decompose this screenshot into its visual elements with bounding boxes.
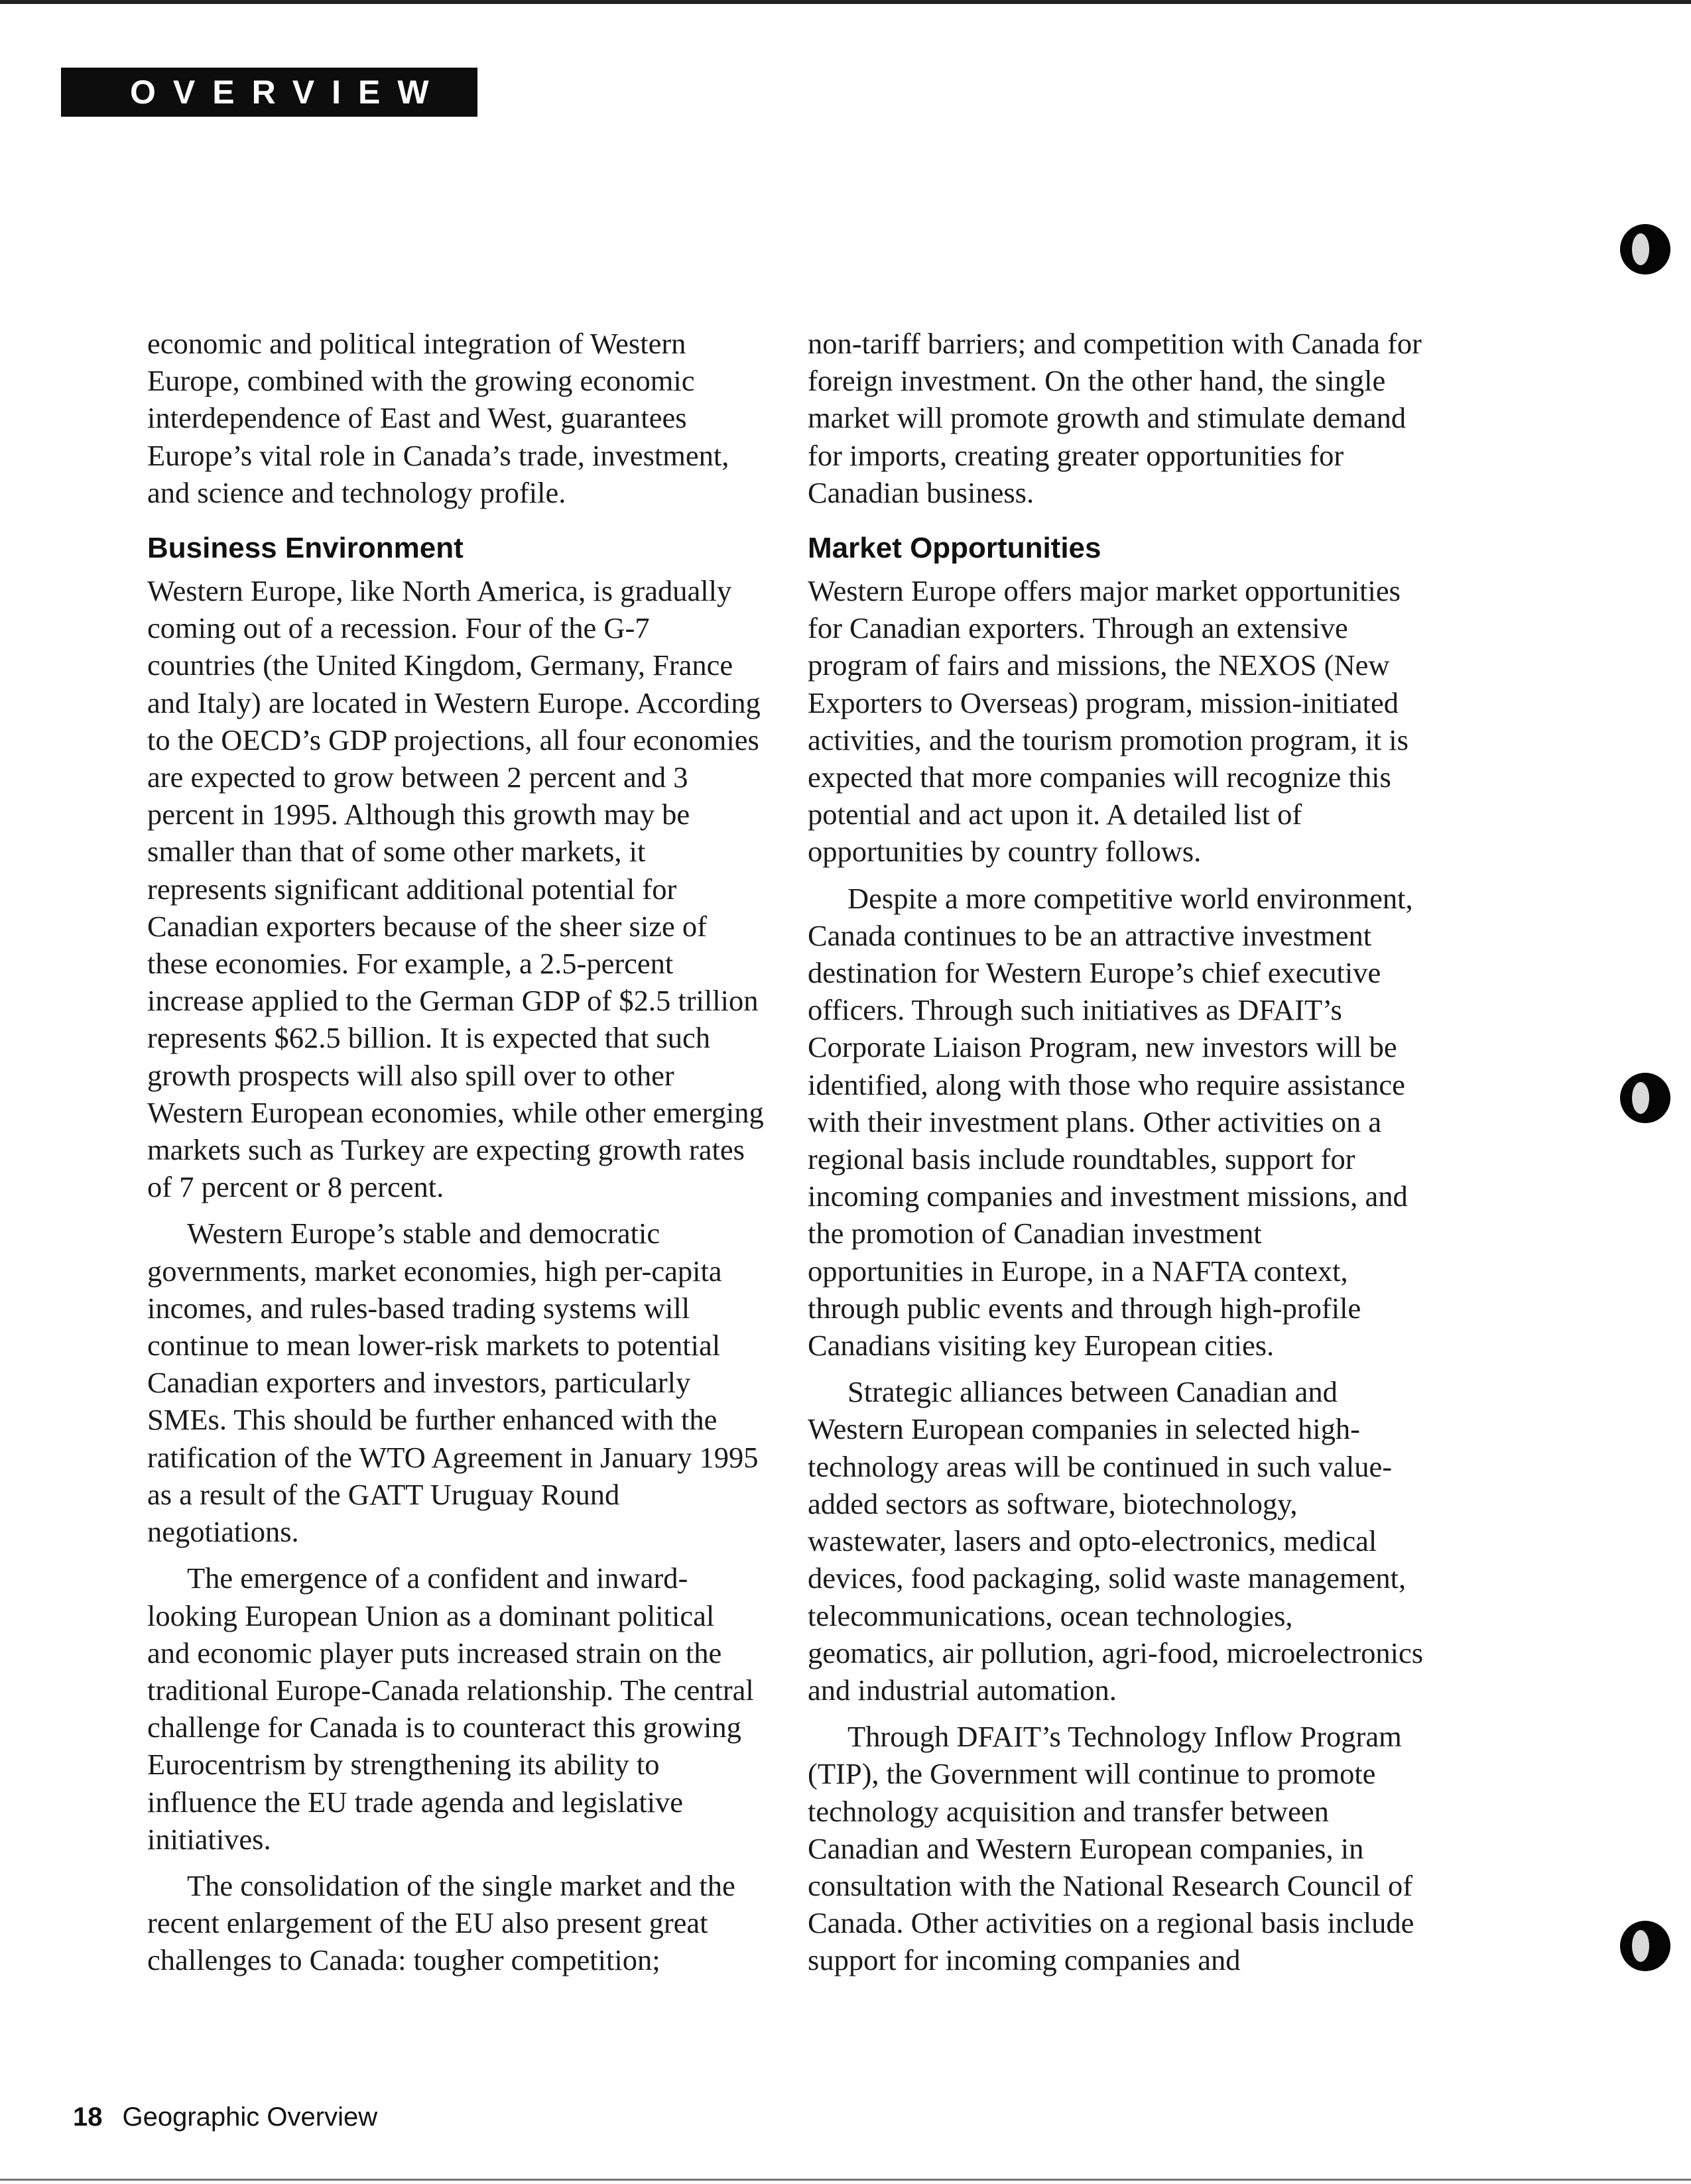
body-paragraph: The emergence of a confident and inward-looking European Union as a dominant political and economic player puts increased strain on the traditional Europe-Canada relationship. The central challenge for Canada is to counteract this growing Eurocentrism by strengthening its ability to influence the EU trade agenda and legislative initiatives. — [147, 1561, 754, 1856]
body-paragraph: Western Europe, like North America, is gradually coming out of a recession. Four of the G-7 countries (the United Kingdom, Germany, France and Italy) are located in Western Europe. According to the OECD’s GDP projections, all four economies are expected to grow between 2 percent and 3 percent in 1995. Although this growth may be smaller than that of some other markets, it represents significant additional potential for Canadian exporters because of the sheer size of these economies. For example, a 2.5-percent increase applied to the German GDP of $2.5 trillion represents $62.5 billion. It is expected that such growth prospects will also spill over to other Western European economies, while other emerging markets such as Turkey are expecting growth rates of 7 percent or 8 percent. — [147, 574, 764, 1204]
section-banner: OVERVIEW — [61, 68, 477, 117]
page-number: 18 — [73, 2102, 103, 2132]
punch-hole-bottom-icon — [1620, 1921, 1670, 1971]
body-paragraph: Strategic alliances between Canadian and Western European companies in selected high-technology areas will be continued in such value-added sectors as software, biotechnology, wastewater, lasers and opto-electronics, medical devices, food packaging, solid waste management, telecommunications, ocean technologies, geomatics, air pollution, agri-food, microelectronics and industrial automation. — [808, 1375, 1424, 1707]
heading-business-environment: Business Environment — [147, 532, 464, 565]
punch-hole-top-icon — [1620, 224, 1670, 274]
left-column — [147, 325, 764, 1988]
intro-paragraph: economic and political integration of Western Europe, combined with the growing economic interdependence of East and West, guarantees Europe’s vital role in Canada’s trade, investment, and science and technology profile. — [147, 327, 729, 509]
heading-market-opportunities: Market Opportunities — [808, 532, 1101, 565]
body-paragraph: The consolidation of the single market and the recent enlargement of the EU also present great challenges to Canada: tougher competition; — [147, 1868, 735, 1977]
body-paragraph: Western Europe’s stable and democratic governments, market economies, high per-capita incomes, and rules-based trading systems will continue to mean lower-risk markets to potential Canadian exporters and investors, particularly SMEs. This should be further enhanced with the ratification of the WTO Agreement in January 1995 as a result of the GATT Uruguay Round negotiations. — [147, 1217, 759, 1549]
body-paragraph: Despite a more competitive world environment, Canada continues to be an attractive investment destination for Western Europe’s chief executive officers. Through such initiatives as DFAIT’s Corporate Liaison Program, new investors will be identified, along with those who require assistance with their investment plans. Other activities on a regional basis include roundtables, support for incoming companies and investment missions, and the promotion of Canadian investment opportunities in Europe, in a NAFTA context, through public events and through high-profile Canadians visiting key European cities. — [808, 881, 1413, 1363]
top-border-line — [0, 0, 1691, 4]
footer-section-title: Geographic Overview — [122, 2102, 378, 2132]
right-column — [808, 325, 1424, 1988]
page-footer — [73, 2100, 377, 2134]
intro-paragraph: non-tariff barriers; and competition with Canada for foreign investment. On the other hand, the single market will promote growth and stimulate demand for imports, creating greater opportunities for Canadian business. — [808, 327, 1422, 509]
body-paragraph: Western Europe offers major market opportunities for Canadian exporters. Through an extensive program of fairs and missions, the NEXOS (New Exporters to Overseas) program, mission-initiated activities, and the tourism promotion program, it is expected that more companies will recognize this potential and act upon it. A detailed list of opportunities by country follows. — [808, 574, 1409, 869]
punch-hole-middle-icon — [1620, 1073, 1670, 1123]
bottom-border-line — [0, 2179, 1691, 2181]
body-paragraph: Through DFAIT’s Technology Inflow Program (TIP), the Government will continue to promote technology acquisition and transfer between Canadian and Western European companies, in consultation with the National Research Council of Canada. Other activities on a regional basis include support for incoming companies and — [808, 1720, 1414, 1977]
